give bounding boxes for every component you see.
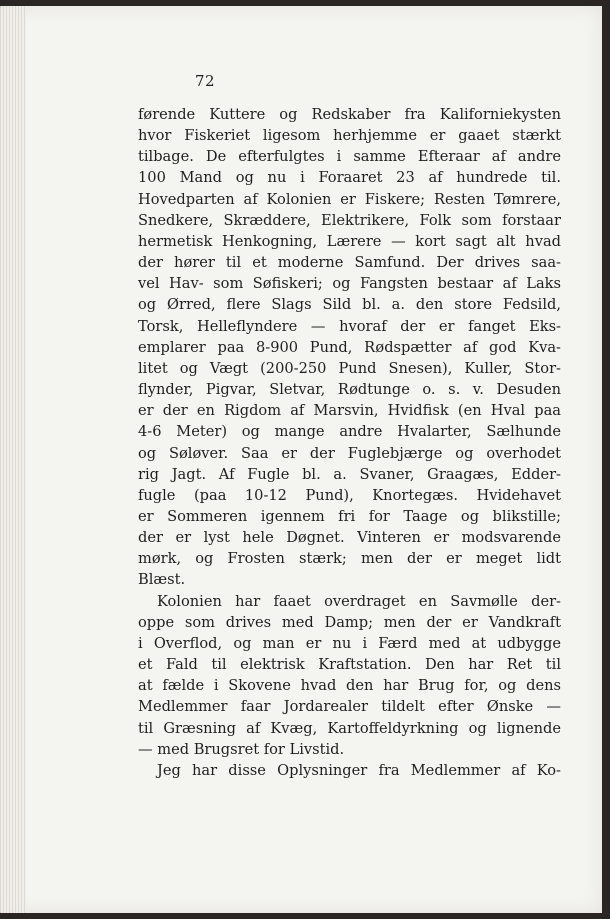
body-text [138,104,561,781]
text-line: Torsk, Helleflyndere — hvoraf der er fanget Eks- [138,317,561,335]
text-line: er Sommeren igennem fri for Taage og blikstille; [138,507,561,525]
text-line: Medlemmer faar Jordarealer tildelt efter Ønske — [138,698,561,716]
text-line: Snedkere, Skræddere, Elektrikere, Folk som forstaar [138,211,561,229]
text-line: Blæst. [138,571,186,589]
text-line: Hovedparten af Kolonien er Fiskere; Resten Tømrere, [138,190,561,208]
text-line: førende Kuttere og Redskaber fra Kaliforniekysten [138,106,561,123]
text-line: et Fald til elektrisk Kraftstation. Den har Ret til [138,656,561,674]
page-edge [0,6,26,913]
text-line: hvor Fiskeriet ligesom herhjemme er gaaet stærkt [138,127,561,145]
text-line: 4-6 Meter) og mange andre Hvalarter, Sælhunde [138,423,561,441]
text-line: Jeg har disse Oplysninger fra Medlemmer af Ko- [157,761,561,779]
text-line: emplarer paa 8-900 Pund, Rødspætter af god Kva- [138,338,561,356]
text-line: tilbage. De efterfulgtes i samme Efteraar af andre [138,148,561,166]
text-line: fugle (paa 10-12 Pund), Knortegæs. Hvidehavet [138,486,561,504]
text-line: hermetisk Henkogning, Lærere — kort sagt alt hvad [138,232,561,250]
text-line: og Ørred, flere Slags Sild bl. a. den store Fedsild, [138,296,561,314]
text-line: der hører til et moderne Samfund. Der drives saa- [138,254,561,272]
text-line: og Søløver. Saa er der Fuglebjærge og overhodet [138,444,561,462]
text-line: rig Jagt. Af Fugle bl. a. Svaner, Graagæs, Edder- [138,465,561,483]
text-line: at fælde i Skovene hvad den har Brug for, og dens [138,677,561,695]
text-line: vel Hav- som Søfiskeri; og Fangsten bestaar af Laks [138,275,561,293]
book-page [0,6,602,913]
text-line: er der en Rigdom af Marsvin, Hvidfisk (en Hval paa [138,402,561,420]
text-line: der er lyst hele Døgnet. Vinteren er modsvarende [138,529,561,547]
text-line: Kolonien har faaet overdraget en Savmølle der- [157,592,561,610]
text-line: til Græsning af Kvæg, Kartoffeldyrkning og lignende [138,719,561,737]
text-line: flynder, Pigvar, Sletvar, Rødtunge o. s. v. Desuden [138,381,561,399]
text-line: 100 Mand og nu i Foraaret 23 af hundrede til. [138,169,561,187]
text-line: i Overflod, og man er nu i Færd med at udbygge [138,634,561,652]
text-line: mørk, og Frosten stærk; men der er meget lidt [138,550,561,568]
page-number: 72 [194,72,216,90]
text-line: litet og Vægt (200-250 Pund Snesen), Kuller, Stor- [138,359,561,377]
text-line: — med Brugsret for Livstid. [138,740,345,758]
text-line: oppe som drives med Damp; men der er Vandkraft [138,613,561,631]
page-number-container [0,72,610,90]
